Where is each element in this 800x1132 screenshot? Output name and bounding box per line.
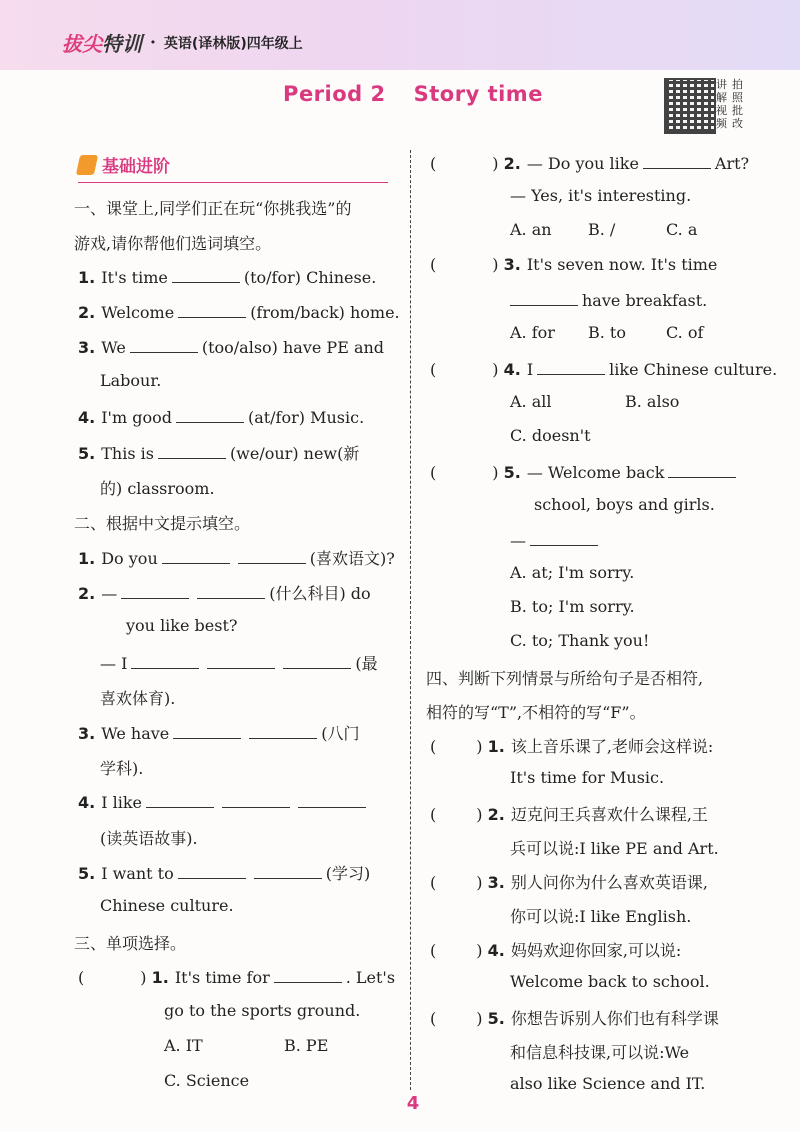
qr-code-icon[interactable] <box>664 78 716 134</box>
p3-item: ( ) 3. It's seven now. It's time <box>430 255 718 274</box>
option[interactable]: C. of <box>666 323 704 342</box>
p1-item-cont: Labour. <box>100 371 162 390</box>
option[interactable]: C. to; Thank you! <box>510 631 650 650</box>
section-heading: 基础进阶 <box>78 152 170 177</box>
answer-blank[interactable] <box>207 652 275 669</box>
p2-item: 5. I want to (学习) <box>78 864 371 883</box>
answer-blank[interactable] <box>130 336 198 353</box>
p2-item-cont: 喜欢体育). <box>100 689 176 708</box>
answer-blank[interactable] <box>510 289 578 306</box>
p4-item-cont: also like Science and IT. <box>510 1074 706 1093</box>
answer-blank[interactable] <box>537 358 605 375</box>
answer-blank[interactable] <box>178 301 246 318</box>
answer-blank[interactable] <box>274 966 342 983</box>
p4-item-cont: It's time for Music. <box>510 768 665 787</box>
answer-blank[interactable] <box>197 582 265 599</box>
p2-item-answer: — I (最 <box>100 654 378 673</box>
part4-intro: 四、判断下列情景与所给句子是否相符, <box>426 669 704 688</box>
qr-caption: 讲 拍 解 照 视 批 频 改 <box>716 78 743 130</box>
option[interactable]: A. for <box>510 323 555 342</box>
option[interactable]: B. PE <box>284 1036 329 1055</box>
p4-item: ( ) 5. 你想告诉别人你们也有科学课 <box>430 1009 719 1028</box>
answer-blank[interactable] <box>172 266 240 283</box>
part2-intro: 二、根据中文提示填空。 <box>74 514 251 533</box>
p4-item: ( ) 1. 该上音乐课了,老师会这样说: <box>430 737 714 756</box>
answer-blank[interactable] <box>530 529 598 546</box>
column-divider <box>410 150 411 1090</box>
p3-item: ( ) 1. It's time for . Let's <box>78 968 396 987</box>
answer-blank[interactable] <box>176 406 244 423</box>
answer-blank[interactable] <box>222 791 290 808</box>
p1-item: 4. I'm good (at/for) Music. <box>78 408 365 427</box>
p2-item: 3. We have (八门 <box>78 724 360 743</box>
p2-item-cont: you like best? <box>126 616 238 635</box>
p1-item-cont: 的) classroom. <box>100 479 215 498</box>
header-dot: · <box>150 32 156 53</box>
answer-blank[interactable] <box>254 862 322 879</box>
option[interactable]: A. at; I'm sorry. <box>510 563 635 582</box>
part4-intro-cont: 相符的写“T”,不相符的写“F”。 <box>426 703 646 722</box>
answer-blank[interactable] <box>162 547 230 564</box>
p1-item: 3. We (too/also) have PE and <box>78 338 385 357</box>
p4-item-cont: 和信息科技课,可以说:We <box>510 1043 690 1062</box>
book-header <box>62 28 303 57</box>
p3-item-cont: — <box>510 529 602 550</box>
p1-item: 2. Welcome (from/back) home. <box>78 303 400 322</box>
p4-item: ( ) 3. 别人问你为什么喜欢英语课, <box>430 873 708 892</box>
pencil-icon <box>76 155 98 175</box>
p3-item-cont: go to the sports ground. <box>164 1001 361 1020</box>
answer-blank[interactable] <box>238 547 306 564</box>
p2-item: 1. Do you (喜欢语文)? <box>78 549 395 568</box>
p2-item: 4. I like <box>78 791 370 812</box>
option[interactable]: B. to; I'm sorry. <box>510 597 635 616</box>
page-title: Period 2 Story time <box>283 82 543 106</box>
answer-blank[interactable] <box>178 862 246 879</box>
p3-item: ( ) 2. — Do you like Art? <box>430 154 750 173</box>
option[interactable]: B. also <box>625 392 680 411</box>
p4-item: ( ) 2. 迈克问王兵喜欢什么课程,王 <box>430 805 708 824</box>
answer-blank[interactable] <box>146 791 214 808</box>
option[interactable]: B. / <box>588 220 616 239</box>
part1-intro-cont: 游戏,请你帮他们选词填空。 <box>74 234 272 253</box>
brand-logo: 拔尖特训 <box>62 32 142 56</box>
p3-item: ( ) 5. — Welcome back <box>430 461 740 482</box>
p2-item-cont: 学科). <box>100 759 144 778</box>
answer-blank[interactable] <box>173 722 241 739</box>
p4-item-cont: 你可以说:I like English. <box>510 907 692 926</box>
p4-item: ( ) 4. 妈妈欢迎你回家,可以说: <box>430 941 682 960</box>
answer-blank[interactable] <box>131 652 199 669</box>
part1-intro: 一、课堂上,同学们正在玩“你挑我选”的 <box>74 199 352 218</box>
answer-blank[interactable] <box>643 152 711 169</box>
p3-item-cont: have breakfast. <box>506 289 707 310</box>
option[interactable]: C. a <box>666 220 698 239</box>
option[interactable]: A. all <box>510 392 552 411</box>
p4-item-cont: Welcome back to school. <box>510 972 710 991</box>
p2-item-cont: (读英语故事). <box>100 829 198 848</box>
p3-item: ( ) 4. I like Chinese culture. <box>430 360 778 379</box>
book-name: 英语(译林版)四年级上 <box>163 35 303 52</box>
option[interactable]: A. an <box>510 220 552 239</box>
answer-blank[interactable] <box>249 722 317 739</box>
answer-blank[interactable] <box>298 791 366 808</box>
part3-intro: 三、单项选择。 <box>74 934 187 953</box>
p1-item: 1. It's time (to/for) Chinese. <box>78 268 377 287</box>
answer-blank[interactable] <box>668 461 736 478</box>
option[interactable]: C. Science <box>164 1071 250 1090</box>
p2-item: 2. — (什么科目) do <box>78 584 371 603</box>
p1-item: 5. This is (we/our) new(新 <box>78 444 360 463</box>
p4-item-cont: 兵可以说:I like PE and Art. <box>510 839 719 858</box>
p3-item-cont: school, boys and girls. <box>534 495 715 514</box>
answer-blank[interactable] <box>283 652 351 669</box>
p2-item-cont: Chinese culture. <box>100 896 234 915</box>
option[interactable]: C. doesn't <box>510 426 591 445</box>
option[interactable]: B. to <box>588 323 626 342</box>
p3-item-cont: — Yes, it's interesting. <box>510 186 692 205</box>
answer-blank[interactable] <box>121 582 189 599</box>
page-number: 4 <box>406 1093 420 1114</box>
option[interactable]: A. IT <box>164 1036 203 1055</box>
answer-blank[interactable] <box>158 442 226 459</box>
